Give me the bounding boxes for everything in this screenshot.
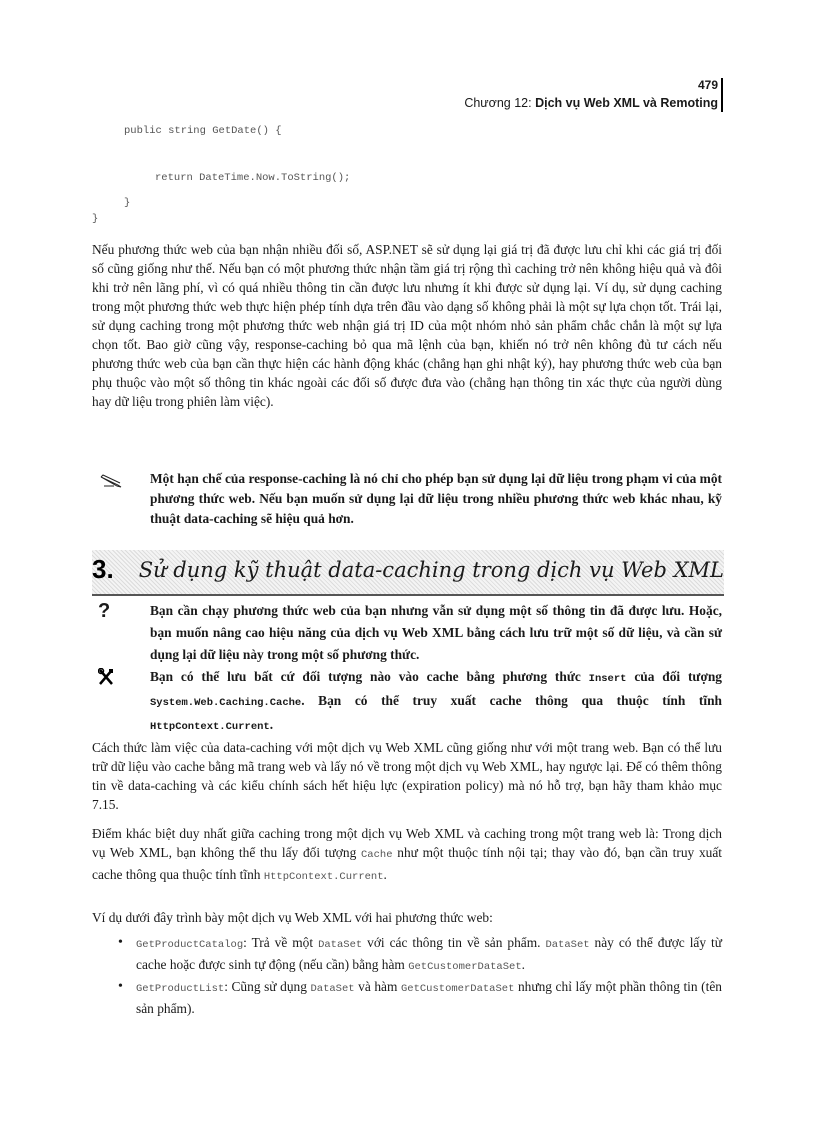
b1-part-1: : Trả về một: [243, 935, 319, 950]
p3-part-3: .: [383, 867, 387, 882]
tools-icon: [98, 668, 114, 686]
note-text: Một hạn chế của response-caching là nó chỉ cho phép bạn sử dụng lại dữ liệu trong phạm vi của một phương thức web. Nếu bạn muốn sử dụng lại dữ liệu trong nhiều phương thức web khác nhau, kỹ thuật data-caching sẽ hiệu quả hơn.: [150, 471, 722, 526]
b2-part-1: : Cũng sử dụng: [224, 979, 311, 994]
solution-text: [150, 666, 722, 738]
solution-part-1: Bạn có thể lưu bất cứ đối tượng nào vào cache bằng phương thức: [150, 669, 589, 684]
paragraph-difference: [92, 824, 722, 887]
solution-part-2: của đối tượng: [626, 669, 723, 684]
b1-part-2: với các thông tin về sản phẩm.: [362, 935, 546, 950]
bullet-marker: •: [118, 935, 123, 950]
code-line-3: }: [124, 197, 131, 209]
paragraph-caching-args: Nếu phương thức web của bạn nhận nhiều đối số, ASP.NET sẽ sử dụng lại giá trị đã được lưu chỉ khi các giá trị đối số cũng giống như thế. Nếu bạn có một phương thức nhận tầm giá trị rộng thì caching trở nên không hiệu quả và đôi khi trở nên lãng phí, vì có quá nhiều thông tin cần được lưu nhưng ít khi được sử dụng lại. Ví dụ, sử dụng caching trong một phương thức web thực hiện phép tính dựa trên đầu vào dạng số không phải là một sự lựa chọn tốt. Trái lại, sử dụng caching trong một phương thức web nhận giá trị ID của một nhóm nhỏ sản phẩm chắc chắn là một sự lựa chọn tốt. Bao giờ cũng vậy, response-caching bỏ qua mã lệnh của bạn, khiến nó trở nên không đủ tư cách nếu phương thức web của bạn cần thực hiện các hành động khác (chẳng hạn ghi nhật ký), hay phương thức web của bạn phụ thuộc vào một số thông tin khác ngoài các đối số được đưa vào (chẳng hạn thông tin xác thực của người dùng hay dữ liệu trong phiên làm việc).: [92, 242, 722, 409]
p3-part-2: như một thuộc tính nội tại; thay vào đó, bạn cần truy xuất cache thông qua thuộc tính tĩnh: [92, 845, 722, 882]
code-cache: Cache: [361, 849, 393, 861]
code-dataset: DataSet: [310, 983, 355, 995]
code-getcustomerdataset: GetCustomerDataSet: [400, 983, 515, 995]
code-httpcontext-current: HttpContext.Current: [263, 871, 384, 883]
problem-text: Bạn cần chạy phương thức web của bạn nhưng vẫn sử dụng một số thông tin đã được lưu. Hoặc, bạn muốn nâng cao hiệu năng của dịch vụ Web XML bằng cách lưu trữ một số dữ liệu, và cần sử dụng lại dữ liệu này trong một số phương thức.: [150, 603, 722, 662]
solution-part-3: . Bạn có thể truy xuất cache thông qua thuộc tính tĩnh: [301, 693, 722, 708]
page-number: 479: [697, 78, 718, 92]
paragraph-example-intro: Ví dụ dưới đây trình bày một dịch vụ Web XML với hai phương thức web:: [92, 910, 493, 925]
code-line-2: return DateTime.Now.ToString();: [155, 172, 351, 184]
question-icon: ?: [98, 600, 111, 622]
code-getproductcatalog: GetProductCatalog: [136, 939, 244, 951]
code-httpcontext: HttpContext.Current: [150, 721, 270, 733]
code-dataset: DataSet: [318, 939, 363, 951]
section-number: 3.: [92, 554, 114, 584]
code-getproductlist: GetProductList: [136, 983, 225, 995]
solution-part-4: .: [269, 717, 274, 732]
section-heading: [92, 550, 724, 596]
b1-part-4: .: [521, 957, 525, 972]
chapter-title: Dịch vụ Web XML và Remoting: [535, 96, 718, 110]
code-cache-class: System.Web.Caching.Cache: [150, 697, 302, 709]
section-title: Sử dụng kỹ thuật data-caching trong dịch vụ Web XML: [138, 558, 724, 582]
p3-part-1: Điểm khác biệt duy nhất giữa caching trong một dịch vụ Web XML và caching trong một trang web là: Trong dịch vụ Web XML, bạn không thể thu lấy đối tượng: [92, 826, 722, 860]
chapter-label: Chương 12:: [464, 96, 536, 110]
pencil-note-icon: [100, 474, 122, 488]
code-dataset: DataSet: [545, 939, 590, 951]
b2-part-2: và hàm: [354, 979, 401, 994]
b2-part-3: nhưng chỉ lấy một phần thông tin (tên sản phẩm).: [136, 979, 722, 1016]
code-line-4: }: [92, 213, 99, 225]
chapter-header: [464, 96, 718, 110]
b1-part-3: này có thể được lấy từ cache hoặc được sinh tự động (nếu cần) bằng hàm: [136, 935, 723, 972]
code-line-1: public string GetDate() {: [124, 125, 282, 137]
paragraph-data-caching: Cách thức làm việc của data-caching với một dịch vụ Web XML cũng giống như với một trang web. Bạn có thể lưu trữ dữ liệu vào cache bằng mã trang web và lấy nó về trong một dịch vụ Web XML, hay ngược lại. Để có thêm thông tin về data-caching và các kiểu chính sách hết hiệu lực (expiration policy) mà nó hỗ trợ, bạn hãy tham khảo mục 7.15.: [92, 740, 722, 812]
code-getcustomerdataset: GetCustomerDataSet: [408, 961, 522, 973]
header-divider: [721, 78, 723, 112]
code-insert: Insert: [588, 673, 627, 685]
bullet-get-product-catalog: [136, 933, 722, 977]
bullet-marker: •: [118, 979, 123, 994]
bullet-get-product-list: [136, 977, 722, 1019]
